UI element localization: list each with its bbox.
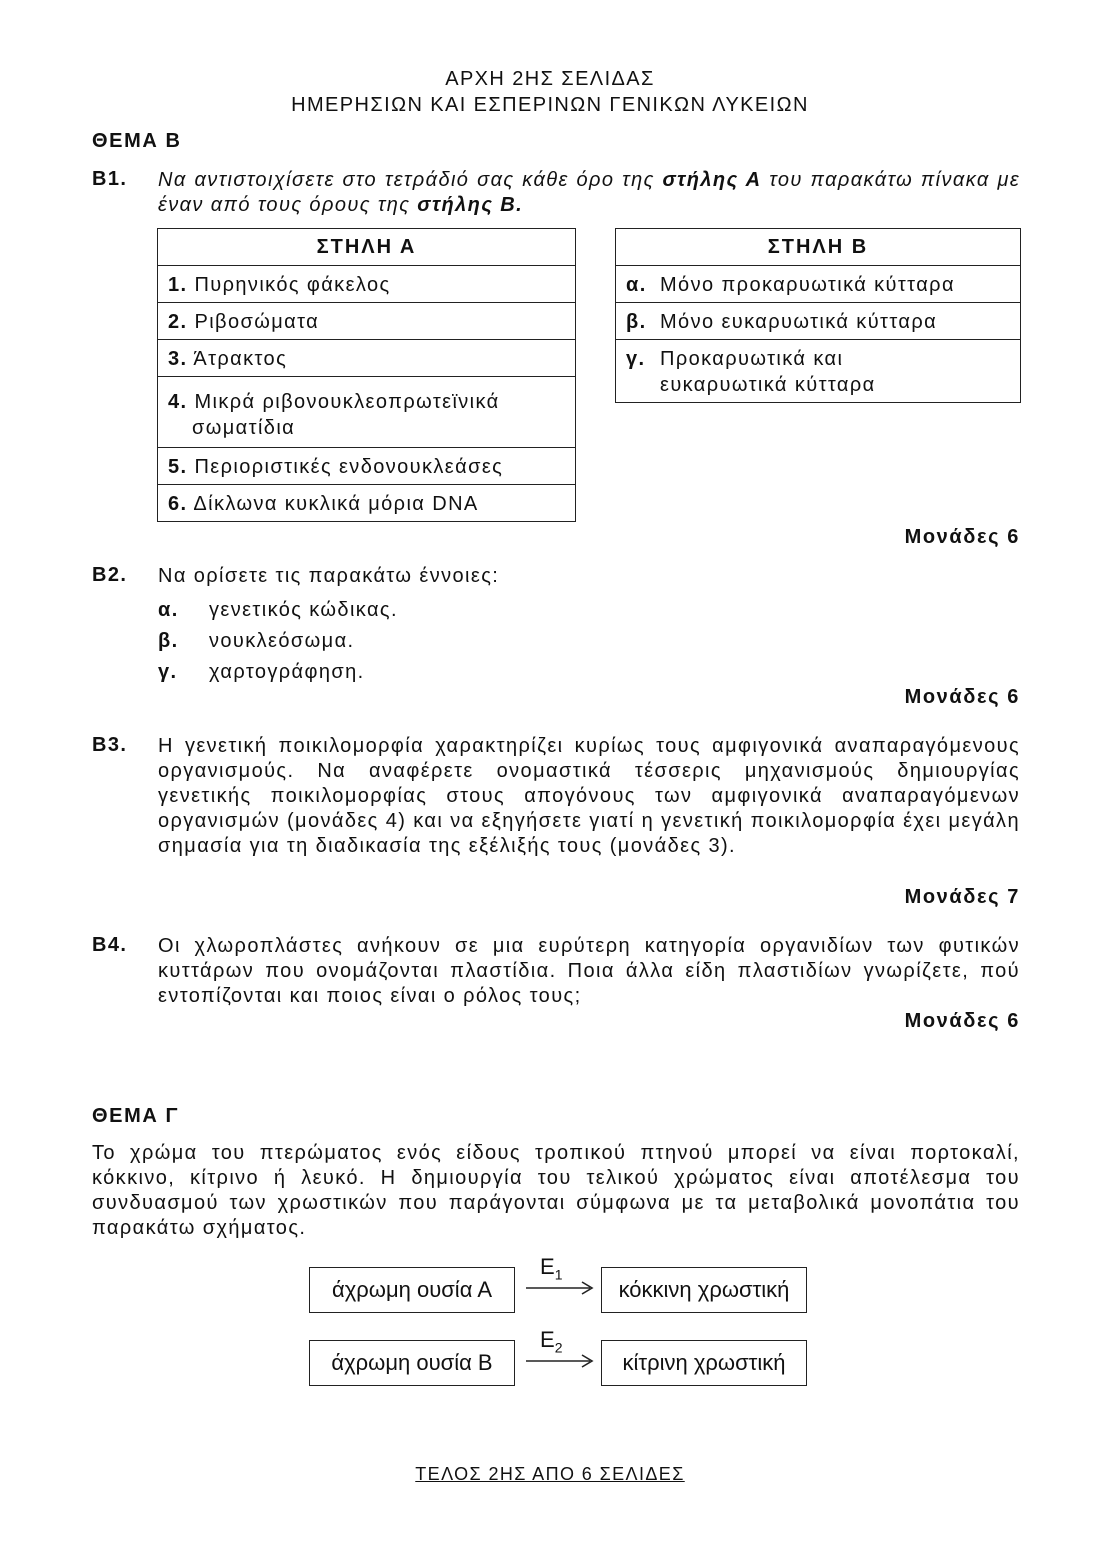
column-a-row: 2. Ριβοσώματα [158, 303, 576, 340]
b2-item-label: α. [158, 599, 179, 621]
column-b-row: β. Μόνο ευκαρυωτικά κύτταρα [616, 303, 1021, 340]
header-line-2: ΗΜΕΡΗΣΙΩΝ ΚΑΙ ΕΣΠΕΡΙΝΩΝ ΓΕΝΙΚΩΝ ΛΥΚΕΙΩΝ [291, 94, 809, 116]
marks-b4: Μονάδες 6 [904, 1010, 1020, 1032]
column-b-table [615, 228, 1021, 403]
substrate-box-a: άχρωμη ουσία Α [309, 1267, 515, 1313]
column-b-row: α. Μόνο προκαρυωτικά κύτταρα [616, 266, 1021, 303]
marks-b3: Μονάδες 7 [904, 886, 1020, 908]
section-title-thema-g: ΘΕΜΑ Γ [92, 1105, 180, 1127]
marks-b1: Μονάδες 6 [904, 526, 1020, 548]
question-b1-text: Να αντιστοιχίσετε στο τετράδιό σας κάθε όρο της στήλης Α του παρακάτω πίνακα με έναν από τους όρους της στήλης Β. [158, 169, 1021, 216]
question-number-b1: Β1. [92, 168, 128, 190]
column-a-row: 6. Δίκλωνα κυκλικά μόρια DNA [158, 485, 576, 522]
product-box-yellow: κίτρινη χρωστική [601, 1340, 807, 1386]
thema-g-text: Το χρώμα του πτερώματος ενός είδους τροπικού πτηνού μπορεί να είναι πορτοκαλί, κόκκινο, κίτρινο ή λευκό. Η δημιουργία του τελικού χρώματος είναι αποτέλεσμα του συνδυασμού των χρωστικών που παράγονται σύμφωνα με τα μεταβολικά μονοπάτια του παρακάτω σχήματος. [92, 1142, 1020, 1239]
column-a-row: 4. Μικρά ριβονουκλεοπρωτεϊνικά σωματίδια [158, 377, 576, 448]
arrow-icon [524, 1353, 596, 1369]
substrate-box-b: άχρωμη ουσία Β [309, 1340, 515, 1386]
column-a-row: 1. Πυρηνικός φάκελος [158, 266, 576, 303]
page-footer: ΤΕΛΟΣ 2ΗΣ ΑΠΟ 6 ΣΕΛΙΔΕΣ [415, 1464, 685, 1484]
enzyme-label-e2: $E_2$ [540, 1327, 563, 1356]
column-a-row: 5. Περιοριστικές ενδονουκλεάσες [158, 448, 576, 485]
b2-item-text: χαρτογράφηση. [209, 661, 365, 683]
enzyme-label-e1: $E_1$ [540, 1254, 563, 1283]
column-b-header: ΣΤΗΛΗ Β [616, 229, 1021, 266]
product-box-red: κόκκινη χρωστική [601, 1267, 807, 1313]
arrow-icon [524, 1280, 596, 1296]
question-b2-text: Να ορίσετε τις παρακάτω έννοιες: [158, 565, 500, 587]
b2-item-label: γ. [158, 661, 178, 683]
question-number-b4: Β4. [92, 934, 128, 956]
header-line-1: ΑΡΧΗ 2ΗΣ ΣΕΛΙΔΑΣ [445, 68, 655, 90]
column-b-row: γ. Προκαρυωτικά και ευκαρυωτικά κύτταρα [616, 340, 1021, 403]
question-number-b2: Β2. [92, 564, 128, 586]
b2-item-label: β. [158, 630, 179, 652]
question-number-b3: Β3. [92, 734, 128, 756]
b2-item-text: νουκλεόσωμα. [209, 630, 355, 652]
column-a-row: 3. Άτρακτος [158, 340, 576, 377]
b2-item-text: γενετικός κώδικας. [209, 599, 398, 621]
section-title-thema-b: ΘΕΜΑ Β [92, 130, 182, 152]
question-b3-text: Η γενετική ποικιλομορφία χαρακτηρίζει κυρίως τους αμφιγονικά αναπαραγόμενους οργανισμούς. Να αναφέρετε ονομαστικά τέσσερις μηχανισμούς δημιουργίας γενετικής ποικιλομορφίας στους απογόνους των αμφιγονικά αναπαραγόμενων οργανισμών (μονάδες 4) και να εξηγήσετε γιατί η γενετική ποικιλομορφία έχει μεγάλη σημασία για τη διαδικασία της εξέλιξής τους (μονάδες 3). [158, 735, 1020, 857]
marks-b2: Μονάδες 6 [904, 686, 1020, 708]
column-a-header: ΣΤΗΛΗ Α [158, 229, 576, 266]
column-a-table [157, 228, 576, 522]
question-b4-text: Οι χλωροπλάστες ανήκουν σε μια ευρύτερη κατηγορία οργανιδίων των φυτικών κυττάρων που ονομάζονται πλαστίδια. Ποια άλλα είδη πλαστιδίων γνωρίζετε, πού εντοπίζονται και ποιος είναι ο ρόλος τους; [158, 935, 1020, 1007]
